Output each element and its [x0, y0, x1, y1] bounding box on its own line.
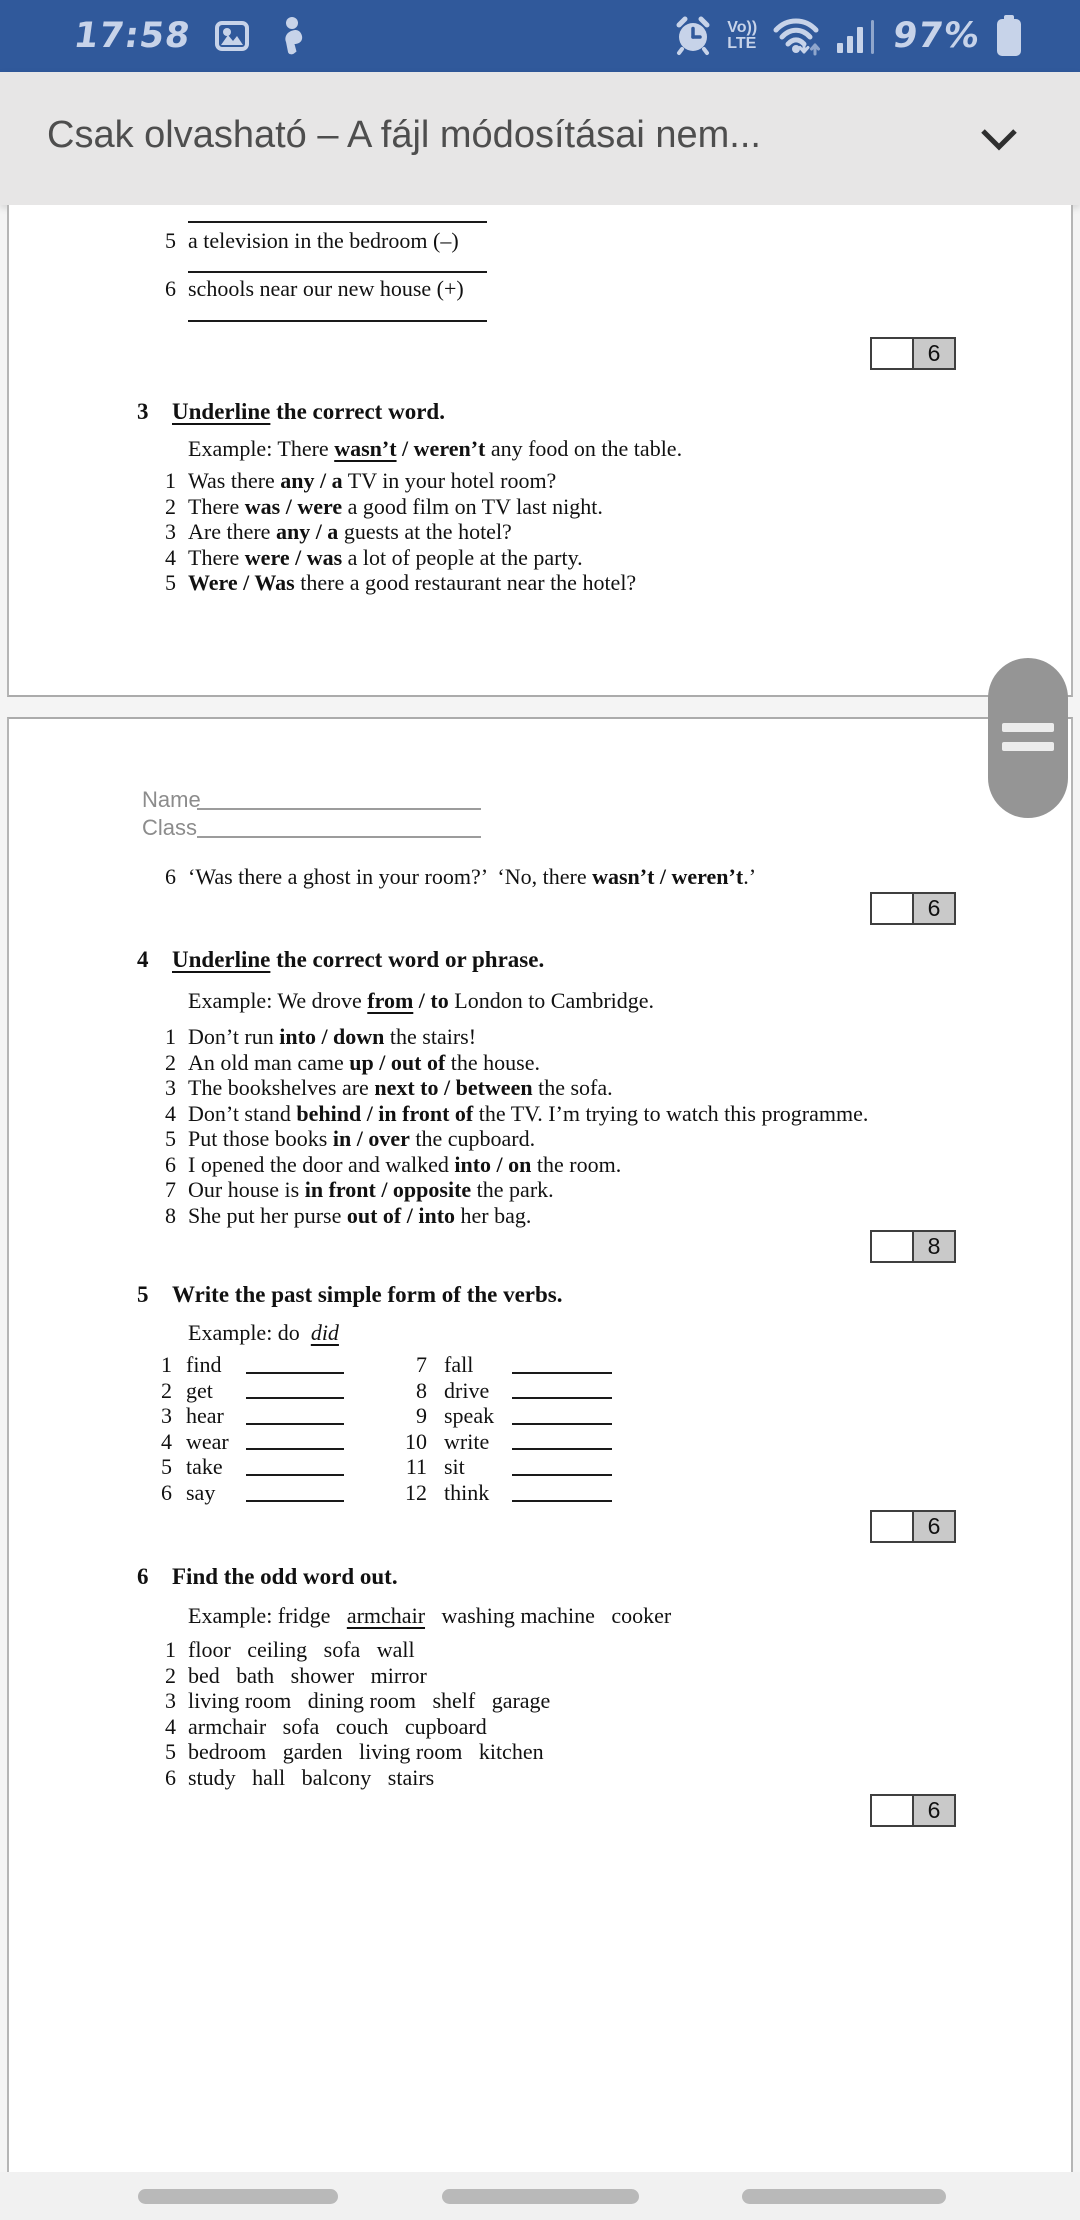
exercise5-verbs-right — [405, 1352, 494, 1506]
score-box-ex4 — [870, 1230, 956, 1263]
battery-icon — [994, 14, 1024, 58]
exercise-item: 4 There were / was a lot of people at the party. — [165, 544, 583, 570]
exercise-item: 1 floor ceiling sofa wall — [165, 1637, 415, 1662]
exercise-item: 3 living room dining room shelf garage — [165, 1688, 551, 1713]
exercise-item: 2 There was / were a good film on TV last night. — [165, 493, 603, 519]
exercise4-items — [155, 1024, 868, 1228]
score-blank-cell — [872, 1232, 914, 1261]
answer-line — [512, 1423, 612, 1425]
exercise-item: 5 bedroom garden living room kitchen — [165, 1739, 544, 1764]
verb-row: 8 drive — [405, 1378, 494, 1404]
answer-line — [512, 1397, 612, 1399]
score-blank-cell — [872, 1796, 914, 1825]
nav-recents-button[interactable] — [138, 2189, 338, 2204]
exercise5-heading: 5 Write the past simple form of the verbs. — [137, 1282, 563, 1307]
verb-row: 2 get — [159, 1378, 229, 1404]
name-line — [197, 790, 481, 810]
exercise-item: 3 Are there any / a guests at the hotel? — [165, 519, 512, 544]
exercise6-items — [155, 1637, 550, 1790]
exercise5-example: Example: do did — [188, 1320, 339, 1345]
readonly-banner[interactable] — [0, 72, 1080, 205]
answer-line — [512, 1372, 612, 1374]
verb-row: 5 take — [159, 1454, 229, 1480]
battery-percent: 97% — [890, 16, 983, 56]
exercise-item: 7 Our house is in front / opposite the park. — [165, 1177, 554, 1202]
class-line — [197, 818, 481, 838]
verb-row: 3 hear — [159, 1403, 229, 1429]
exercise-item: 1 Was there any / a TV in your hotel room? — [165, 468, 557, 493]
exercise6-example: Example: fridge armchair washing machine cooker — [188, 1603, 672, 1628]
exercise-item: 5 Were / Was there a good restaurant near the hotel? — [165, 570, 637, 595]
exercise5-verbs-left — [159, 1352, 229, 1506]
exercise-item: 5 Put those books in / over the cupboard. — [165, 1126, 536, 1151]
answer-line — [188, 320, 487, 322]
verb-row: 10 write — [405, 1429, 494, 1455]
score-box-ex6 — [870, 1794, 956, 1827]
exercise-item: 3 The bookshelves are next to / between the sofa. — [165, 1075, 613, 1100]
gallery-notification-icon — [214, 19, 250, 53]
exercise-item: 6 study hall balcony stairs — [165, 1764, 435, 1790]
answer-line — [512, 1500, 612, 1502]
status-bar — [0, 0, 1080, 72]
score-max-cell: 6 — [914, 1796, 954, 1825]
score-box-ex5 — [870, 1510, 956, 1543]
navigation-bar — [0, 2172, 1080, 2220]
exercise-item: 1 Don’t run into / down the stairs! — [165, 1024, 477, 1049]
answer-line — [188, 221, 487, 223]
readonly-banner-text: Csak olvasható – A fájl módosításai nem... — [47, 114, 761, 156]
verb-row: 7 fall — [405, 1352, 494, 1378]
clock-time: 17:58 — [71, 16, 194, 56]
wifi-icon — [771, 15, 821, 57]
answer-line — [188, 271, 487, 273]
document-page-2 — [7, 717, 1073, 2172]
person-app-notification-icon — [274, 16, 304, 56]
scroll-handle-grip-line — [1002, 723, 1054, 732]
exercise-item: 8 She put her purse out of / into her bag. — [165, 1202, 532, 1228]
class-row — [142, 815, 481, 840]
answer-line — [246, 1397, 344, 1399]
nav-back-button[interactable] — [742, 2189, 946, 2204]
exercise-item: 4 armchair sofa couch cupboard — [165, 1713, 487, 1739]
exercise3-example: Example: There wasn’t / weren’t any food on the table. — [188, 436, 683, 461]
score-box-ex3 — [870, 892, 956, 925]
score-max-cell: 8 — [914, 1232, 954, 1261]
answer-line — [246, 1448, 344, 1450]
signal-strength-icon — [835, 16, 879, 56]
answer-line — [512, 1474, 612, 1476]
score-blank-cell — [872, 894, 914, 923]
answer-line — [512, 1448, 612, 1450]
exercise-item: 6 I opened the door and walked into / on the room. — [165, 1151, 622, 1177]
exercise3-items — [155, 468, 636, 596]
scroll-handle[interactable] — [988, 658, 1068, 818]
verb-row: 6 say — [159, 1480, 229, 1506]
score-blank-cell — [872, 1512, 914, 1541]
chevron-down-icon[interactable] — [978, 124, 1020, 159]
answer-line — [246, 1372, 344, 1374]
alarm-icon — [673, 16, 713, 56]
exercise-item: 2 An old man came up / out of the house. — [165, 1049, 540, 1075]
score-blank-cell — [872, 339, 914, 368]
score-max-cell: 6 — [914, 894, 954, 923]
exercise4-example: Example: We drove from / to London to Cambridge. — [188, 988, 655, 1013]
class-label: Class — [142, 815, 198, 840]
verb-row: 1 find — [159, 1352, 229, 1378]
volte-icon: Vo)) LTE — [727, 19, 758, 52]
exercise-item: 4 Don’t stand behind / in front of the TV. I’m trying to watch this programme. — [165, 1100, 869, 1126]
exercise3-heading: 3 Underline the correct word. — [137, 399, 445, 424]
exercise-item: 2 bed bath shower mirror — [165, 1662, 427, 1688]
verb-row: 9 speak — [405, 1403, 494, 1429]
name-row — [142, 787, 481, 812]
answer-line — [246, 1474, 344, 1476]
fill-item-6: 6 schools near our new house (+) — [165, 276, 464, 301]
exercise4-heading: 4 Underline the correct word or phrase. — [137, 947, 545, 972]
exercise3-item-6: 6 ‘Was there a ghost in your room?’ ‘No, there wasn’t / weren’t.’ — [165, 864, 757, 889]
scroll-handle-grip-line — [1002, 742, 1054, 751]
score-max-cell: 6 — [914, 339, 954, 368]
exercise6-heading: 6 Find the odd word out. — [137, 1564, 398, 1589]
answer-line — [246, 1423, 344, 1425]
document-page-1 — [7, 205, 1073, 697]
verb-row: 4 wear — [159, 1429, 229, 1455]
verb-row: 12 think — [405, 1480, 494, 1506]
nav-home-button[interactable] — [442, 2189, 639, 2204]
verb-row: 11 sit — [405, 1454, 494, 1480]
score-max-cell: 6 — [914, 1512, 954, 1541]
answer-line — [246, 1500, 344, 1502]
score-box-ex2 — [870, 337, 956, 370]
fill-item-5: 5 a television in the bedroom (–) — [165, 228, 459, 253]
name-label: Name — [142, 787, 201, 812]
